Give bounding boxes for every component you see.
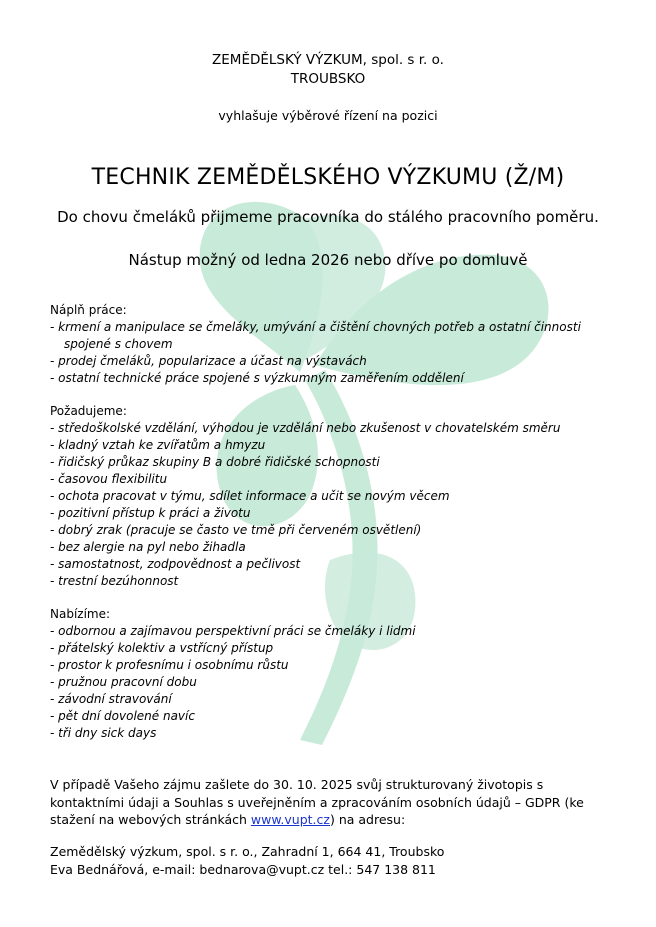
list-item: - bez alergie na pyl nebo žihadla <box>50 540 246 554</box>
company-name: ZEMĚDĚLSKÝ VÝZKUM, spol. s r. o. <box>212 52 444 68</box>
job-title: TECHNIK ZEMĚDĚLSKÉHO VÝZKUMU (Ž/M) <box>91 165 565 190</box>
list-item: - řidičský průkaz skupiny B a dobré řidičské schopnosti <box>50 455 380 469</box>
list-item: - přátelský kolektiv a vstřícný přístup <box>50 641 274 655</box>
list-item: - pozitivní přístup k práci a životu <box>50 506 251 520</box>
contact-block <box>50 843 620 878</box>
list-item: - ochota pracovat v týmu, sdílet informace a učit se novým věcem <box>50 489 450 503</box>
duties-heading-text: Náplň práce <box>50 303 123 317</box>
list-item: - ostatní technické práce spojené s výzkumným zaměřením oddělení <box>50 371 464 385</box>
contact-person: Eva Bednářová, e-mail: bednarova@vupt.cz tel.: 547 138 811 <box>50 861 436 877</box>
offer-section <box>50 606 630 742</box>
instructions-text: V případě Vašeho zájmu zašlete do 30. 10. 2025 svůj strukturovaný životopis s kontaktními údaji a Souhlas s uveřejněním a zpracováním osobních údajů – GDPR (ke stažení na webových stránkách <box>50 777 584 827</box>
start-date-info: Nástup možný od ledna 2026 nebo dříve po domluvě <box>128 251 528 269</box>
list-item: - závodní stravování <box>50 692 172 706</box>
list-item: - kladný vztah ke zvířatům a hmyzu <box>50 438 266 452</box>
offer-heading: Nabízíme: <box>50 607 111 621</box>
list-item: - krmení a manipulace se čmeláky, umývání a čištění chovných potřeb a ostatní činnosti spojené s chovem <box>50 320 581 351</box>
job-subtitle: Do chovu čmeláků přijmeme pracovníka do stálého pracovního poměru. <box>57 208 599 226</box>
offer-list <box>50 623 630 742</box>
application-instructions <box>50 776 620 829</box>
duties-list <box>50 319 630 387</box>
list-item: - středoškolské vzdělání, výhodou je vzdělání nebo zkušenost v chovatelském směru <box>50 421 561 435</box>
list-item: - samostatnost, zodpovědnost a pečlivost <box>50 557 301 571</box>
list-item: - časovou flexibilitu <box>50 472 168 486</box>
requirements-heading: Požadujeme: <box>50 404 127 418</box>
list-item: - pět dní dovolené navíc <box>50 709 195 723</box>
requirements-list <box>50 420 630 590</box>
duties-section <box>50 302 630 387</box>
announcement-line: vyhlašuje výběrové řízení na pozici <box>218 108 438 123</box>
website-link[interactable]: www.vupt.cz <box>250 812 330 827</box>
list-item: - tři dny sick days <box>50 726 157 740</box>
instructions-text-end: ) na adresu: <box>329 812 406 827</box>
requirements-section <box>50 403 630 590</box>
duties-heading <box>50 302 630 319</box>
list-item: - pružnou pracovní dobu <box>50 675 197 689</box>
list-item: - trestní bezúhonnost <box>50 574 179 588</box>
postal-address: Zemědělský výzkum, spol. s r. o., Zahradní 1, 664 41, Troubsko <box>50 844 445 859</box>
list-item: - dobrý zrak (pracuje se často ve tmě při červeném osvětlení) <box>50 523 422 537</box>
company-location: TROUBSKO <box>290 71 366 87</box>
duties-heading-colon: : <box>122 303 127 317</box>
list-item: - odbornou a zajímavou perspektivní práci se čmeláky i lidmi <box>50 624 416 638</box>
list-item: - prodej čmeláků, popularizace a účast na výstavách <box>50 354 367 368</box>
list-item: - prostor k profesnímu i osobnímu růstu <box>50 658 289 672</box>
